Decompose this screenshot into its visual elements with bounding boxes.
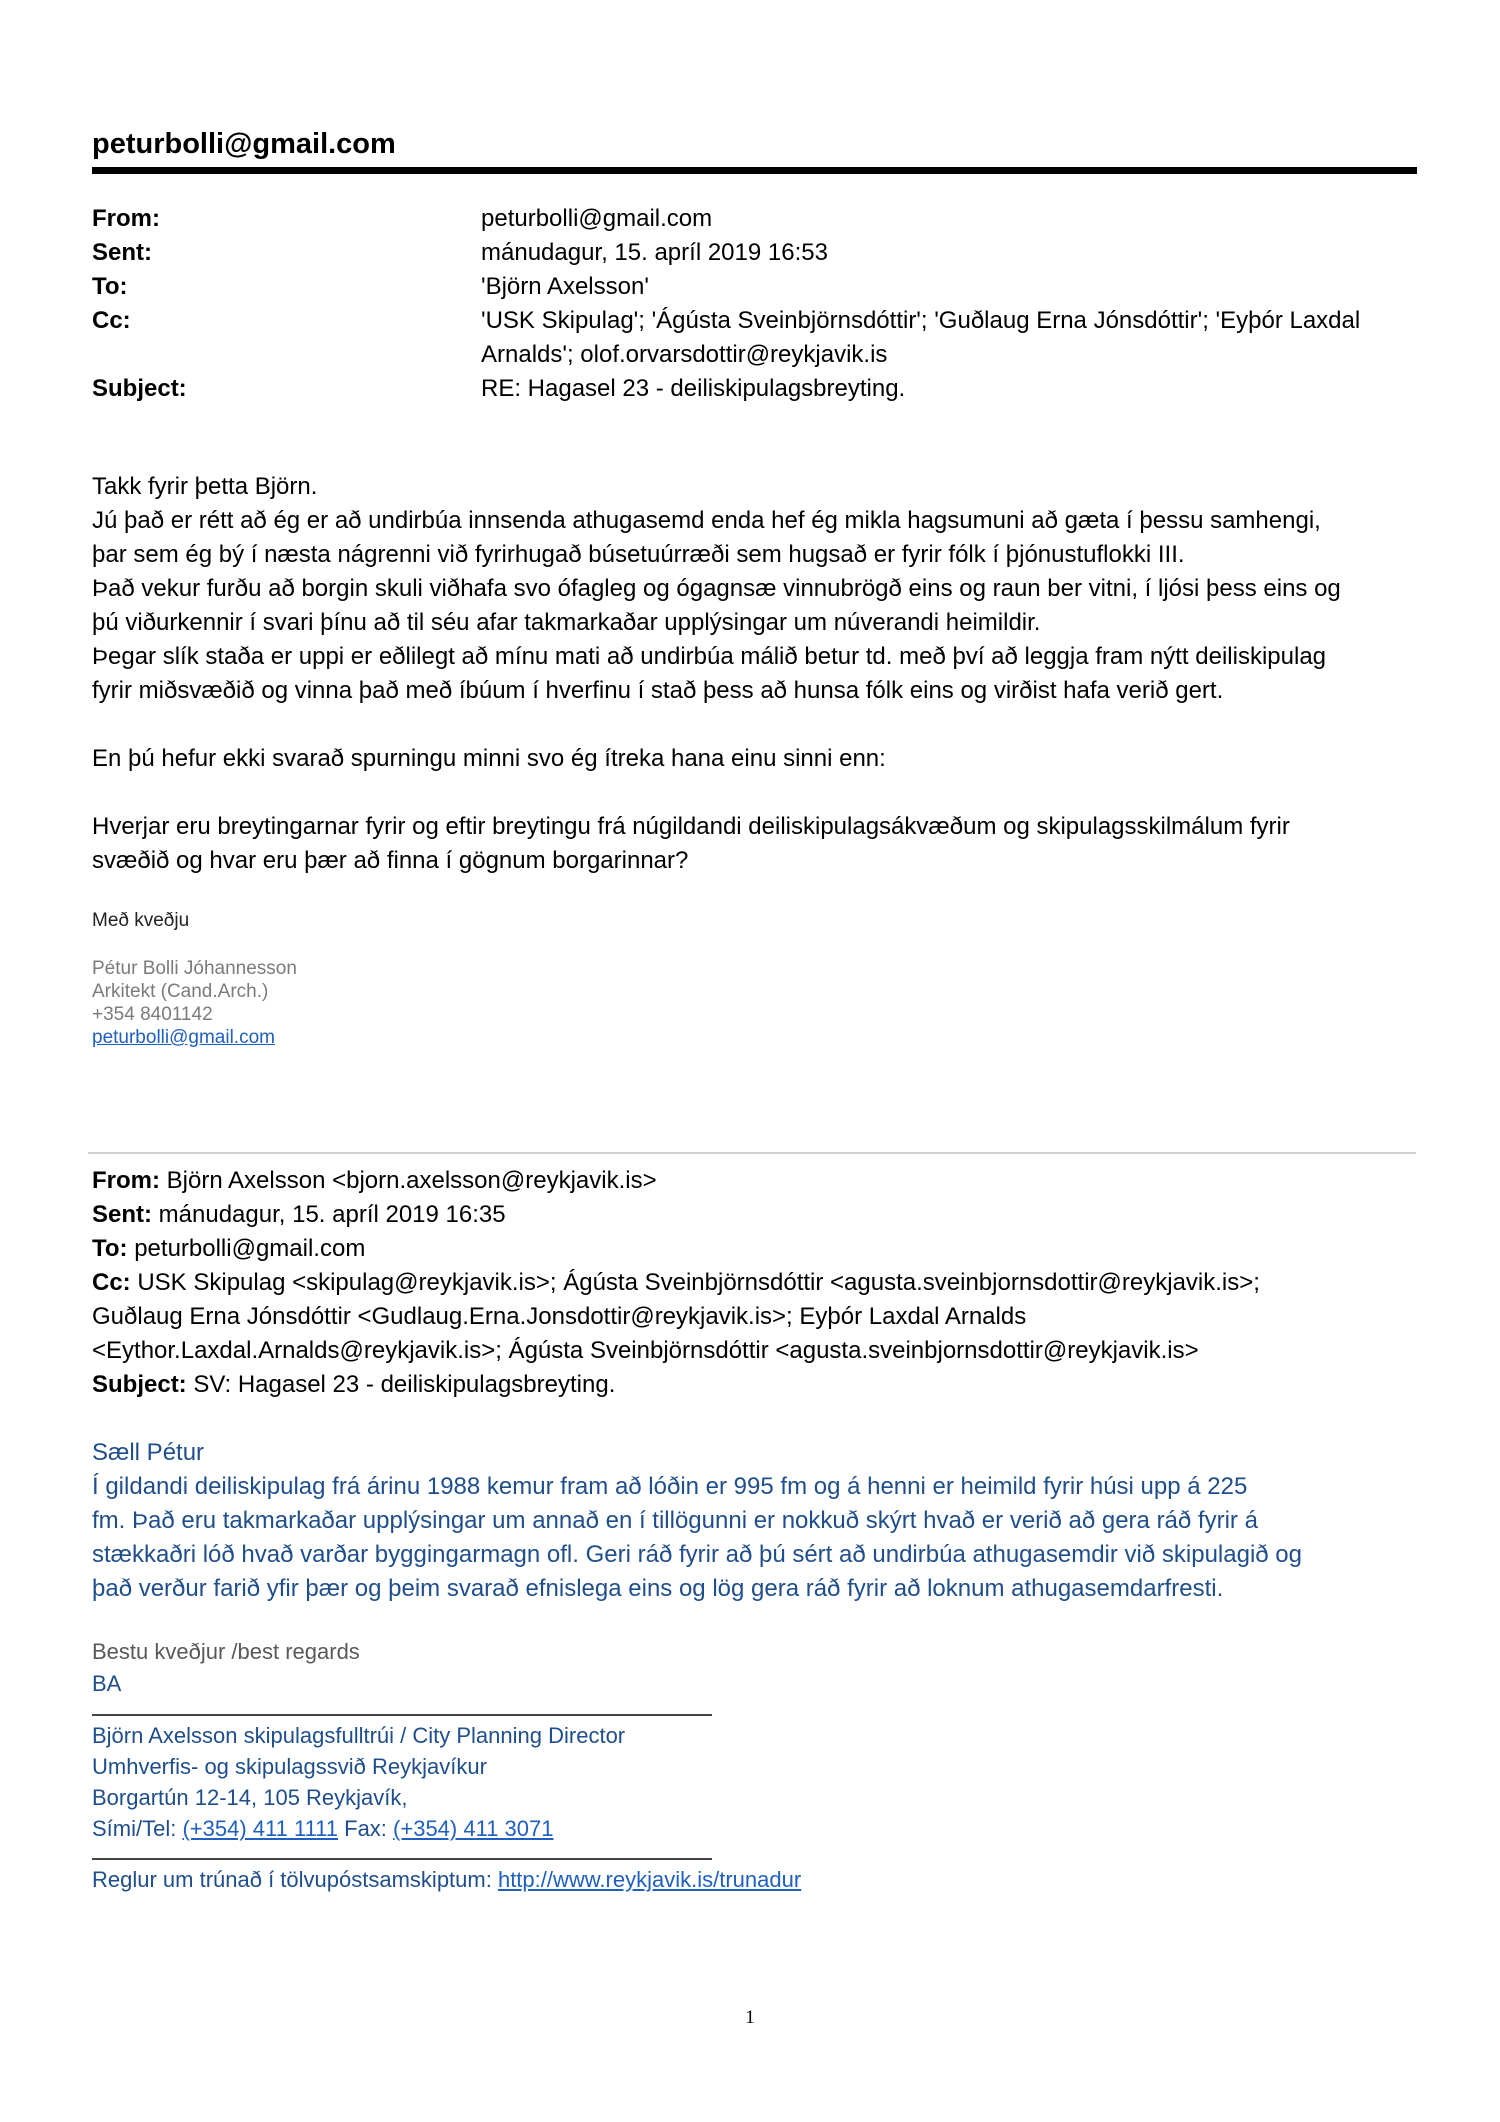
- from-value: peturbolli@gmail.com: [481, 205, 713, 232]
- sent-line: [92, 1198, 1422, 1232]
- question-line-2: svæðið og hvar eru þær að finna í gögnum borgarinnar?: [92, 847, 689, 874]
- cc-line-3: <Eythor.Laxdal.Arnalds@reykjavik.is>; Ágústa Sveinbjörnsdóttir <agusta.sveinbjornsdottir@reykjavik.is>: [92, 1337, 1199, 1364]
- sent-value: mánudagur, 15. apríl 2019 16:53: [481, 239, 828, 266]
- subject-row: [92, 372, 1422, 406]
- message-body-1: [92, 470, 1442, 878]
- email-header-2: [92, 1164, 1422, 1402]
- to-label: To:: [92, 1235, 128, 1262]
- regards-block: [92, 1636, 360, 1700]
- cc-label: Cc:: [92, 307, 131, 334]
- message-line: þar sem ég bý í næsta nágrenni við fyrirhugað búsetuúrræði sem hugsað er fyrir fólk í þjónustuflokki III.: [92, 541, 1185, 568]
- from-line: [92, 1164, 1422, 1198]
- message-line: fyrir miðsvæðið og vinna það með íbúum í hverfinu í stað þess að hunsa fólk eins og virðist hafa verið gert.: [92, 677, 1224, 704]
- signature-underline: [92, 1844, 712, 1860]
- signature-department: Umhverfis- og skipulagssvið Reykjavíkur: [92, 1754, 487, 1779]
- signature-underline: [92, 1700, 712, 1716]
- signature-1: [92, 957, 297, 1049]
- confidentiality-label: Reglur um trúnað í tölvupóstsamskiptum:: [92, 1867, 498, 1892]
- signature-email-link[interactable]: peturbolli@gmail.com: [92, 1027, 275, 1048]
- title-divider: [92, 167, 1417, 174]
- signature-2: [92, 1700, 801, 1895]
- fax-link[interactable]: (+354) 411 3071: [393, 1816, 554, 1841]
- from-label: From:: [92, 1167, 160, 1194]
- question-line-1: Hverjar eru breytingarnar fyrir og eftir breytingu frá núgildandi deiliskipulagsákvæðum og skipulagsskilmálum fyrir: [92, 813, 1290, 840]
- signature-title: Arkitekt (Cand.Arch.): [92, 981, 269, 1002]
- to-row: [92, 270, 1422, 304]
- cc-line-1: [92, 1266, 1422, 1300]
- cc-value-1: USK Skipulag <skipulag@reykjavik.is>; Ágústa Sveinbjörnsdóttir <agusta.sveinbjornsdottir@reykjavik.is>;: [130, 1269, 1260, 1296]
- message-line: Jú það er rétt að ég er að undirbúa innsenda athugasemd enda hef ég mikla hagsumuni að gæta í þessu samhengi,: [92, 507, 1321, 534]
- message-paragraph-2: En þú hefur ekki svarað spurningu minni svo ég ítreka hana einu sinni enn:: [92, 745, 886, 772]
- page-number: 1: [745, 2007, 755, 2028]
- signature-address: Borgartún 12-14, 105 Reykjavík,: [92, 1785, 408, 1810]
- reply-line: stækkaðri lóð hvað varðar byggingarmagn ofl. Geri ráð fyrir að þú sért að undirbúa athugasemdir við skipulagið og: [92, 1541, 1302, 1568]
- reply-line: það verður farið yfir þær og þeim svarað efnislega eins og lög gera ráð fyrir að loknum athugasemdarfresti.: [92, 1575, 1224, 1602]
- subject-line: [92, 1368, 1422, 1402]
- subject-value: SV: Hagasel 23 - deiliskipulagsbreyting.: [186, 1371, 616, 1398]
- email-header-1: [92, 202, 1422, 406]
- reply-greeting: Sæll Pétur: [92, 1439, 205, 1466]
- signature-name-title: Björn Axelsson skipulagsfulltrúi / City Planning Director: [92, 1723, 626, 1748]
- cc-label: Cc:: [92, 1269, 131, 1296]
- sent-label: Sent:: [92, 1201, 152, 1228]
- signature-name: Pétur Bolli Jóhannesson: [92, 958, 297, 979]
- cc-value-line-1: 'USK Skipulag'; 'Ágústa Sveinbjörnsdóttir'; 'Guðlaug Erna Jónsdóttir'; 'Eyþór Laxdal: [481, 307, 1361, 334]
- tel-link[interactable]: (+354) 411 1111: [182, 1816, 339, 1841]
- regards-greeting: Bestu kveðjur /best regards: [92, 1639, 360, 1664]
- sent-value: mánudagur, 15. apríl 2019 16:35: [152, 1201, 506, 1228]
- cc-row: [92, 304, 1422, 372]
- confidentiality-link[interactable]: http://www.reykjavik.is/trunadur: [497, 1867, 802, 1892]
- reply-line: Í gildandi deiliskipulag frá árinu 1988 kemur fram að lóðin er 995 fm og á henni er heimild fyrir húsi upp á 225: [92, 1473, 1248, 1500]
- sent-row: [92, 236, 1422, 270]
- tel-label: Sími/Tel:: [92, 1816, 183, 1841]
- to-value: 'Björn Axelsson': [481, 273, 649, 300]
- cc-value-line-2: Arnalds'; olof.orvarsdottir@reykjavik.is: [481, 341, 888, 368]
- regards-initials: BA: [92, 1671, 122, 1696]
- from-label: From:: [92, 205, 160, 232]
- message-divider: [88, 1152, 1416, 1154]
- subject-value: RE: Hagasel 23 - deiliskipulagsbreyting.: [481, 375, 906, 402]
- sent-label: Sent:: [92, 239, 152, 266]
- message-line: Það vekur furðu að borgin skuli viðhafa svo ófagleg og ógagnsæ vinnubrögð eins og raun ber vitni, í ljósi þess eins og: [92, 575, 1341, 602]
- to-line: [92, 1232, 1422, 1266]
- subject-label: Subject:: [92, 1371, 187, 1398]
- confidentiality-line: [92, 1864, 801, 1895]
- signature-closing: Með kveðju: [92, 910, 190, 931]
- message-line: Takk fyrir þetta Björn.: [92, 473, 318, 500]
- reply-line: fm. Það eru takmarkaðar upplýsingar um annað en í tillögunni er nokkuð skýrt hvað er verið að gera ráð fyrir á: [92, 1507, 1258, 1534]
- from-row: [92, 202, 1422, 236]
- reply-body: [92, 1436, 1422, 1606]
- to-label: To:: [92, 273, 128, 300]
- signature-phone-line: [92, 1813, 801, 1844]
- to-value: peturbolli@gmail.com: [127, 1235, 366, 1262]
- cc-line-2: Guðlaug Erna Jónsdóttir <Gudlaug.Erna.Jonsdottir@reykjavik.is>; Eyþór Laxdal Arnalds: [92, 1303, 1027, 1330]
- subject-label: Subject:: [92, 375, 187, 402]
- from-value: Björn Axelsson <bjorn.axelsson@reykjavik.is>: [160, 1167, 657, 1194]
- signature-phone: +354 8401142: [92, 1004, 213, 1025]
- cc-value: [481, 304, 1422, 372]
- message-line: þú viðurkennir í svari þínu að til séu afar takmarkaðar upplýsingar um núverandi heimildir.: [92, 609, 1041, 636]
- page-title: peturbolli@gmail.com: [92, 128, 396, 160]
- fax-label: Fax:: [338, 1816, 394, 1841]
- message-line: Þegar slík staða er uppi er eðlilegt að mínu mati að undirbúa málið betur td. með því að leggja fram nýtt deiliskipulag: [92, 643, 1327, 670]
